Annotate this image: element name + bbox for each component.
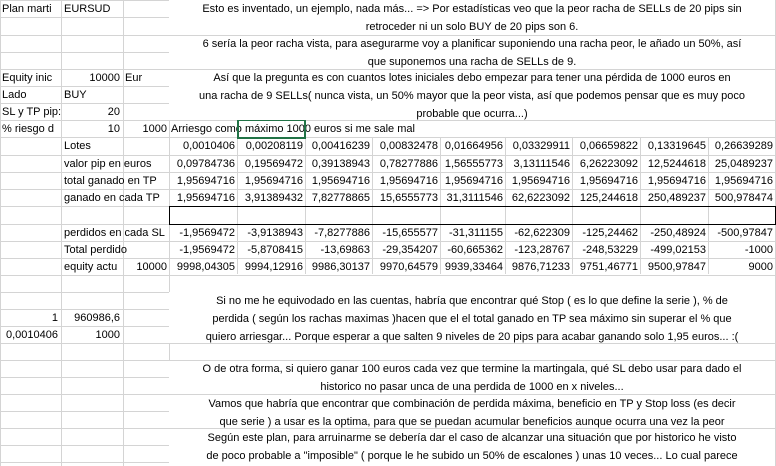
table-cell[interactable] bbox=[123, 241, 169, 259]
table-cell[interactable]: 9876,71233 bbox=[511, 261, 570, 273]
table-cell[interactable]: -499,02153 bbox=[650, 244, 706, 256]
note-line: una racha de 9 SELLs( nunca vista, un 50% mayor que la peor vista, así que podemos pensar que es muy poco bbox=[198, 90, 746, 102]
table-row-label[interactable]: Lotes bbox=[64, 140, 91, 152]
cell-a7[interactable]: % riesgo d bbox=[2, 123, 54, 135]
table-cell[interactable]: 1,95694716 bbox=[379, 175, 438, 187]
table-cell[interactable]: -13,69863 bbox=[320, 244, 370, 256]
table-cell[interactable]: 10000 bbox=[136, 261, 167, 273]
note-ganar-100[interactable] bbox=[169, 360, 775, 394]
table-cell[interactable] bbox=[305, 206, 372, 224]
table-cell[interactable]: 1,95694716 bbox=[176, 192, 235, 204]
table-row-label[interactable]: equity actu bbox=[64, 261, 118, 273]
note-line: O de otra forma, si quiero ganar 100 euros cada vez que termine la martingala, qué SL debo usar para dado el bbox=[202, 363, 742, 375]
table-row-label[interactable]: ganado en cada TP bbox=[64, 192, 160, 204]
note-line: quiero arriesgar... Porque esperar a que salten 9 niveles de 20 pips para acabar ganando solo 1,95 euros... :( bbox=[205, 331, 739, 343]
note-line: Vamos que habría que encontrar que combinación de perdida máxima, beneficio en TP y Stop loss (es decir bbox=[208, 398, 736, 410]
table-cell[interactable]: 0,39138943 bbox=[311, 158, 370, 170]
note-racha[interactable] bbox=[169, 0, 775, 35]
table-cell[interactable]: -1,9569472 bbox=[179, 227, 235, 239]
table-cell[interactable]: 62,6223092 bbox=[511, 192, 570, 204]
table-cell[interactable]: 0,09784736 bbox=[176, 158, 235, 170]
cell-c7[interactable]: 1000 bbox=[142, 123, 167, 135]
table-cell[interactable]: 12,5244618 bbox=[647, 158, 706, 170]
table-cell[interactable]: 9939,33464 bbox=[444, 261, 503, 273]
cell-b5[interactable]: BUY bbox=[64, 89, 87, 101]
table-cell[interactable]: -60,665362 bbox=[447, 244, 503, 256]
table-cell[interactable]: -62,622309 bbox=[514, 227, 570, 239]
selected-cell-indicator bbox=[237, 119, 306, 139]
cell-b16[interactable]: 960986,6 bbox=[74, 312, 120, 324]
table-cell[interactable]: 9994,12916 bbox=[244, 261, 303, 273]
note-line: que suponemos una racha de SELLs de 9. bbox=[367, 56, 577, 68]
table-cell[interactable]: 7,82778865 bbox=[311, 192, 370, 204]
table-cell[interactable]: -1,9569472 bbox=[179, 244, 235, 256]
table-cell[interactable]: 0,00416239 bbox=[311, 140, 370, 152]
table-cell[interactable] bbox=[123, 206, 169, 224]
table-cell[interactable] bbox=[123, 189, 169, 207]
table-cell[interactable]: -29,354207 bbox=[382, 244, 438, 256]
table-cell[interactable]: 31,3111546 bbox=[446, 192, 503, 204]
note-combinacion[interactable] bbox=[169, 395, 775, 429]
table-cell[interactable]: -1000 bbox=[744, 244, 773, 256]
cell-a4[interactable]: Equity inic bbox=[2, 72, 53, 84]
table-cell[interactable]: 1,56555773 bbox=[444, 158, 503, 170]
table-cell[interactable]: 9998,04305 bbox=[176, 261, 235, 273]
note-line: 6 sería la peor racha vista, para asegurarme voy a planificar suponiendo una racha peor, le añado un 50%, así bbox=[202, 38, 742, 50]
table-cell[interactable] bbox=[123, 137, 169, 155]
note-stop[interactable] bbox=[169, 292, 775, 343]
table-cell[interactable]: -31,311155 bbox=[448, 227, 503, 239]
table-cell[interactable] bbox=[440, 206, 505, 224]
note-line: Esto es inventado, un ejemplo, nada más... => Por estadísticas veo que la peor racha de SELLs de 20 pips sin bbox=[202, 3, 742, 15]
table-cell[interactable]: 25,0489237 bbox=[714, 158, 773, 170]
note-line: de poco probable a "imposible" ( porque le he subido un 50% de escalones ) unas 10 veces... Lo cual parece bbox=[206, 450, 738, 462]
table-cell[interactable]: 500,978474 bbox=[714, 192, 773, 204]
table-cell[interactable]: 9751,46771 bbox=[579, 261, 638, 273]
table-cell[interactable] bbox=[372, 206, 440, 224]
table-cell[interactable]: 0,26639289 bbox=[714, 140, 773, 152]
table-cell[interactable]: 125,244618 bbox=[579, 192, 638, 204]
table-cell[interactable]: 1,95694716 bbox=[176, 175, 235, 187]
table-cell[interactable]: 6,26223092 bbox=[579, 158, 638, 170]
table-cell[interactable] bbox=[708, 206, 775, 224]
table-cell[interactable]: -5,8708415 bbox=[247, 244, 303, 256]
table-cell[interactable]: 1,95694716 bbox=[511, 175, 570, 187]
table-cell[interactable]: 3,91389432 bbox=[244, 192, 303, 204]
table-cell[interactable]: 0,00832478 bbox=[379, 140, 438, 152]
table-cell[interactable]: 0,06659822 bbox=[579, 140, 638, 152]
note-line: que serie ) a usar es la optima, para que se puedan acumular beneficios aunque ocurra una vez la peor bbox=[219, 416, 725, 428]
table-cell[interactable]: -250,48924 bbox=[650, 227, 706, 239]
note-line: Según este plan, para arruinarme se debería dar el caso de alcanzar una situación que por historico he visto bbox=[207, 432, 737, 444]
table-cell[interactable]: -3,9138943 bbox=[247, 227, 303, 239]
table-cell[interactable]: 0,03329911 bbox=[512, 140, 570, 152]
table-cell[interactable]: -500,97847 bbox=[717, 227, 773, 239]
cell-b6[interactable]: 20 bbox=[107, 106, 120, 118]
table-cell[interactable]: -15,655577 bbox=[382, 227, 438, 239]
note-arruinarme[interactable] bbox=[169, 429, 775, 466]
note-line: Así que la pregunta es con cuantos lotes iniciales debo empezar para tener una pérdida de 1000 euros en bbox=[213, 72, 731, 84]
table-cell[interactable]: -125,24462 bbox=[582, 227, 638, 239]
cell-b18[interactable]: 1000 bbox=[95, 329, 120, 341]
cell-d7[interactable]: Arriesgo como máximo 1000 euros si me sale mal bbox=[171, 123, 415, 135]
table-cell[interactable]: 9000 bbox=[748, 261, 773, 273]
table-cell[interactable]: 1,95694716 bbox=[579, 175, 638, 187]
table-cell[interactable]: 1,95694716 bbox=[714, 175, 773, 187]
cell-c4[interactable]: Eur bbox=[125, 72, 143, 84]
table-cell[interactable]: -123,28767 bbox=[514, 244, 570, 256]
table-row-label[interactable]: Total perdido bbox=[64, 244, 127, 256]
table-cell[interactable] bbox=[237, 206, 305, 224]
table-row-label[interactable]: valor pip en euros bbox=[64, 158, 152, 170]
table-cell[interactable] bbox=[123, 155, 169, 173]
table-cell[interactable]: 0,19569472 bbox=[244, 158, 303, 170]
table-cell[interactable] bbox=[640, 206, 708, 224]
cell-a1[interactable]: Plan marti bbox=[2, 3, 52, 15]
table-cell[interactable]: 1,95694716 bbox=[244, 175, 303, 187]
table-cell[interactable]: 9986,30137 bbox=[311, 261, 370, 273]
cell-b1[interactable]: EURSUD bbox=[64, 3, 111, 15]
table-cell[interactable]: 9500,97847 bbox=[647, 261, 706, 273]
cell-a6[interactable]: SL y TP pip: bbox=[2, 106, 62, 118]
note-line: Si no me he equivodado en las cuentas, habría que encontrar qué Stop ( es lo que define la serie ), % de bbox=[216, 295, 728, 307]
table-cell[interactable]: 0,01664956 bbox=[444, 140, 503, 152]
note-line: probable que ocurra...) bbox=[416, 108, 528, 120]
note-line: historico no pasar unca de una perdida de 1000 en x niveles... bbox=[320, 381, 624, 393]
cell-a16[interactable]: 1 bbox=[51, 312, 58, 324]
note-pregunta[interactable] bbox=[169, 69, 775, 120]
table-cell[interactable]: 0,78277886 bbox=[379, 158, 438, 170]
table-cell[interactable]: 1,95694716 bbox=[311, 175, 370, 187]
table-cell[interactable]: -248,53229 bbox=[582, 244, 638, 256]
note-line: perdida ( según los rachas maximas )hacen que el el total ganado en TP sea máximo sin superar el % que bbox=[212, 313, 732, 325]
cell-a5[interactable]: Lado bbox=[2, 89, 27, 101]
note-peor-racha[interactable] bbox=[169, 35, 775, 69]
table-cell[interactable] bbox=[169, 206, 237, 224]
table-cell[interactable]: 1,95694716 bbox=[647, 175, 706, 187]
table-cell[interactable]: 0,00208119 bbox=[245, 140, 303, 152]
note-line: retroceder ni un solo BUY de 20 pips son 6. bbox=[365, 21, 579, 33]
cell-b7[interactable]: 10 bbox=[107, 123, 120, 135]
table-cell[interactable] bbox=[123, 172, 169, 190]
table-cell[interactable]: 250,489237 bbox=[647, 192, 706, 204]
table-cell[interactable] bbox=[505, 206, 572, 224]
table-cell[interactable]: 0,13319645 bbox=[647, 140, 706, 152]
table-row-label[interactable]: total ganado en TP bbox=[64, 175, 157, 187]
table-cell[interactable]: 0,0010406 bbox=[183, 140, 235, 152]
table-cell[interactable] bbox=[123, 224, 169, 242]
table-cell[interactable]: -7,8277886 bbox=[314, 227, 370, 239]
cell-a18[interactable]: 0,0010406 bbox=[6, 329, 58, 341]
table-cell[interactable]: 15,6555773 bbox=[379, 192, 438, 204]
table-cell[interactable]: 1,95694716 bbox=[444, 175, 503, 187]
table-cell[interactable]: 3,13111546 bbox=[513, 158, 570, 170]
cell-b4[interactable]: 10000 bbox=[89, 72, 120, 84]
table-cell[interactable]: 9970,64579 bbox=[379, 261, 438, 273]
table-cell[interactable] bbox=[572, 206, 640, 224]
table-row-label[interactable]: perdidos en cada SL bbox=[64, 227, 165, 239]
